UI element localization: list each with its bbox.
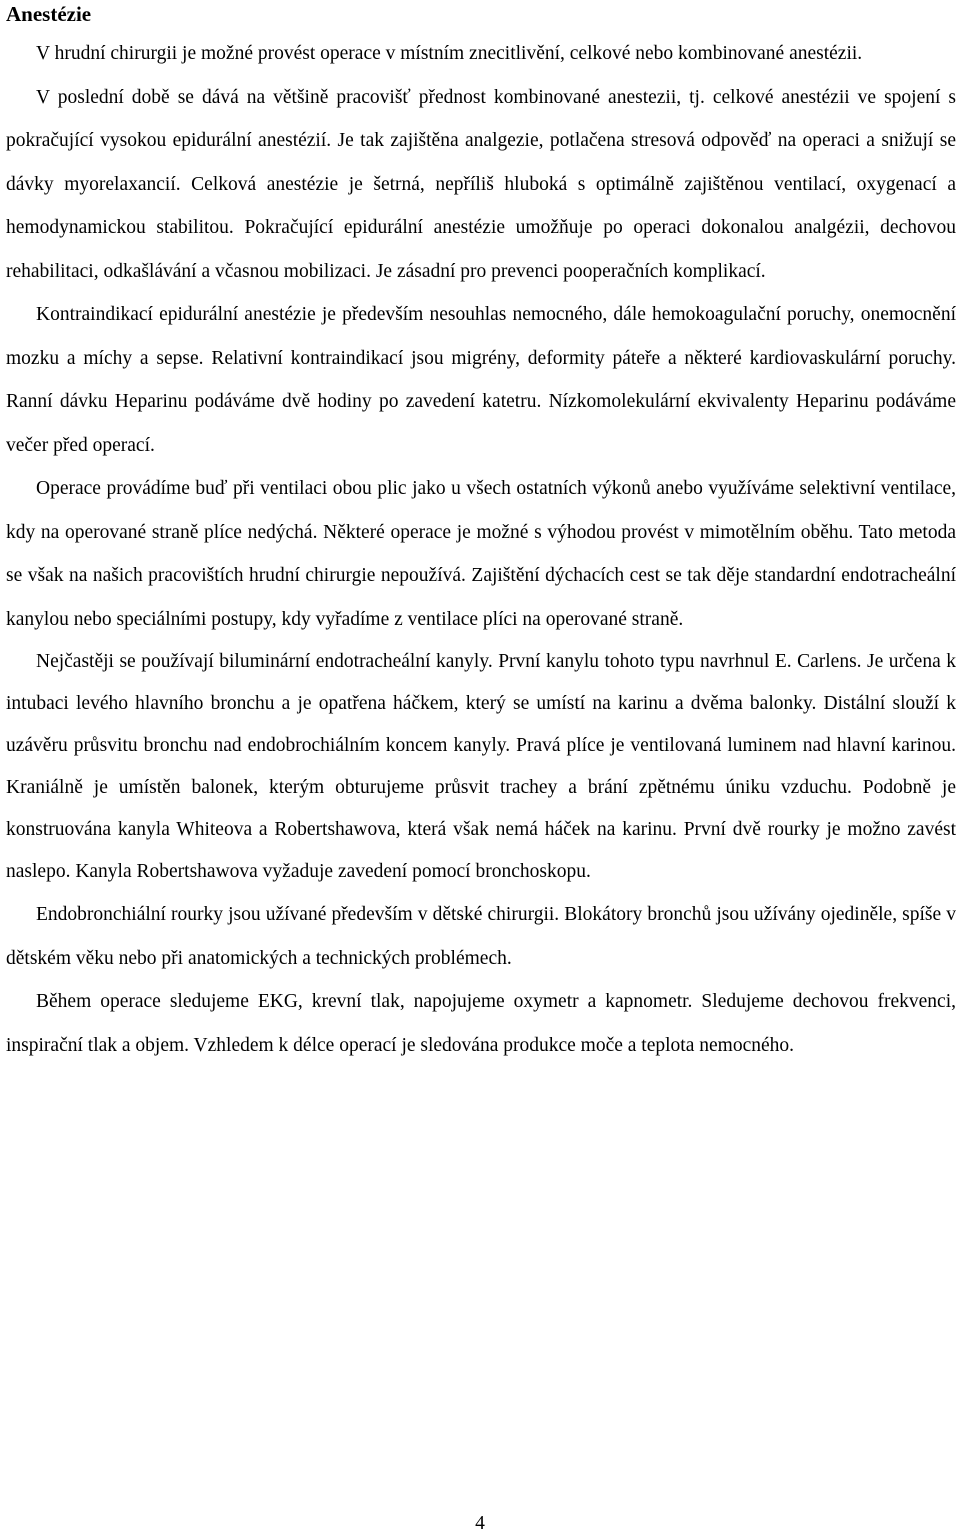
paragraph-ventilation: Operace provádíme buď při ventilaci obou plic jako u všech ostatních výkonů anebo využíváme selektivní ventilace, kdy na operované straně plíce nedýchá. Některé operace je možné s výhodou provést v mimotělním oběhu. Tato metoda se však na našich pracovištích hrudní chirurgie nepoužívá. Zajištění dýchacích cest se tak děje standardní endotracheální kanylou nebo speciálními postupy, kdy vyřadíme z ventilace plíci na operované straně. — [6, 478, 956, 630]
paragraph-contraindications: Kontraindikací epidurální anestézie je především nesouhlas nemocného, dále hemokoagulační poruchy, onemocnění mozku a míchy a sepse. Relativní kontraindikací jsou migrény, deformity páteře a některé kardiovaskulární poruchy. Ranní dávku Heparinu podáváme dvě hodiny po zavedení katetru. Nízkomolekulární ekvivalenty Heparinu podáváme večer před operací. — [6, 304, 956, 456]
paragraph-anesthesia-types: V hrudní chirurgii je možné provést operace v místním znecitlivění, celkové nebo kombinované anestézii. — [36, 43, 863, 64]
body-text — [6, 32, 956, 1067]
paragraph-endobronchial-tubes: Endobronchiální rourky jsou užívané především v dětské chirurgii. Blokátory bronchů jsou užívány ojediněle, spíše v dětském věku nebo při anatomických a technických problémech. — [6, 904, 956, 969]
paragraph-combined-anesthesia: V poslední době se dává na většině pracovišť přednost kombinované anestezii, tj. celkové anestézii ve spojení s pokračující vysokou epidurální anestézií. Je tak zajištěna analgezie, potlačena stresová odpověď na operaci a snižují se dávky myorelaxancií. Celková anestézie je šetrná, nepříliš hluboká s optimálně zajištěnou ventilací, oxygenací a hemodynamickou stabilitou. Pokračující epidurální anestézie umožňuje po operaci dokonalou analgézii, dechovou rehabilitaci, odkašlávání a včasnou mobilizaci. Je zásadní pro prevenci pooperačních komplikací. — [6, 86, 956, 282]
paragraph-monitoring: Během operace sledujeme EKG, krevní tlak, napojujeme oxymetr a kapnometr. Sledujeme dechovou frekvenci, inspirační tlak a objem. Vzhledem k délce operací je sledována produkce moče a teplota nemocného. — [6, 991, 956, 1056]
page-number: 4 — [475, 1513, 485, 1534]
paragraph-biluminar-cannulas: Nejčastěji se používají biluminární endotracheální kanyly. První kanylu tohoto typu navrhnul E. Carlens. Je určena k intubaci levého hlavního bronchu a je opatřena háčkem, který se umístí na karinu a dvěma balonky. Distální slouží k uzávěru průsvitu bronchu nad endobrochiálním koncem kanyly. Pravá plíce je ventilovaná luminem nad hlavní karinou. Kraniálně je umístěn balonek, kterým obturujeme průsvit trachey a brání zpětnému úniku vzduchu. Podobně je konstruována kanyla Whiteova a Robertshawova, která však nemá háček na karinu. První dvě rourky je možno zavést naslepo. Kanyla Robertshawova vyžaduje zavedení pomocí bronchoskopu. — [6, 651, 956, 882]
section-heading: Anestézie — [6, 2, 92, 26]
